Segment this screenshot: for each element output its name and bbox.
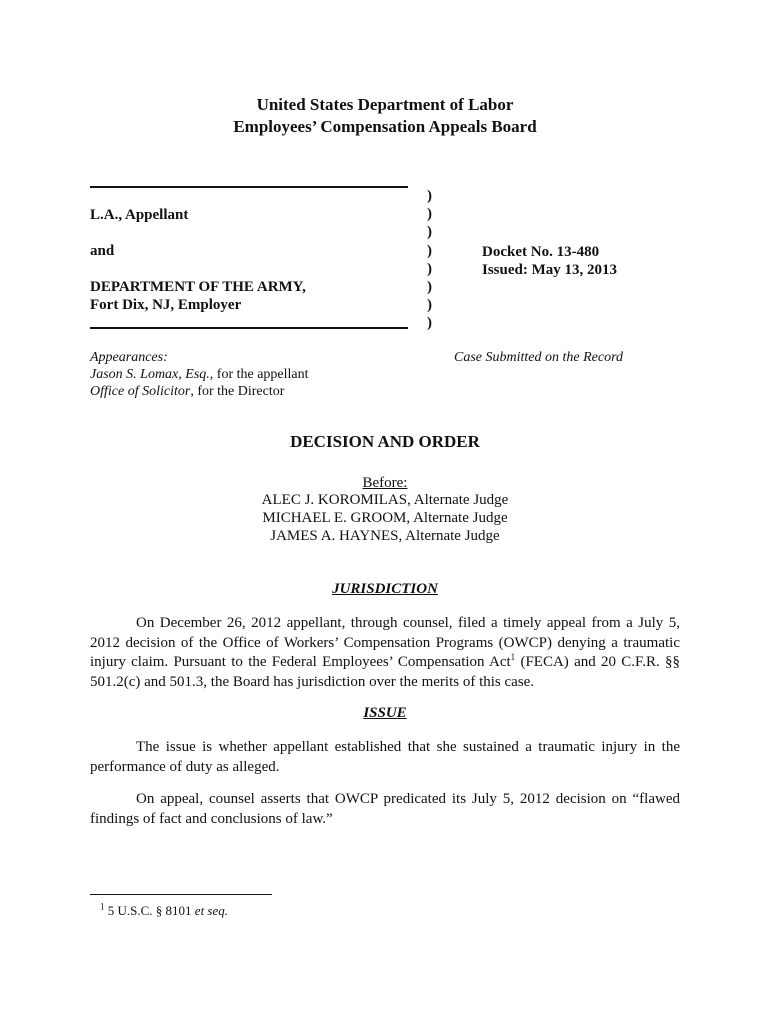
footnote-text: 5 U.S.C. § 8101 bbox=[107, 903, 192, 918]
appearances-label: Appearances: bbox=[90, 350, 168, 365]
before-label: Before: bbox=[362, 475, 408, 491]
appellant-name: L.A., Appellant bbox=[90, 207, 189, 223]
director-counsel-role: , for the Director bbox=[190, 384, 285, 399]
footnote-ref: 1 bbox=[510, 652, 516, 662]
issue-heading: ISSUE bbox=[363, 705, 407, 721]
case-submitted-note: Case Submitted on the Record bbox=[454, 350, 624, 365]
issue-paragraph-2 bbox=[90, 790, 680, 829]
footnote-number: 1 bbox=[100, 901, 105, 912]
judge-1: ALEC J. KOROMILAS, Alternate Judge bbox=[261, 492, 509, 508]
appearance-appellant bbox=[90, 366, 309, 383]
caption-bottom-rule bbox=[90, 327, 408, 329]
agency-title: United States Department of Labor bbox=[256, 95, 514, 114]
jurisdiction-text-2: (FECA) and 20 C.F.R. §§ 501.2(c) and 501.3, the Board has jurisdiction over the merits of this case. bbox=[90, 654, 680, 690]
appellant-counsel-role: , for the appellant bbox=[209, 367, 309, 382]
footnote-rule bbox=[90, 894, 272, 895]
paren: ) bbox=[427, 224, 432, 241]
employer-location: Fort Dix, NJ, Employer bbox=[90, 297, 242, 313]
jurisdiction-heading: JURISDICTION bbox=[332, 581, 438, 597]
paren: ) bbox=[427, 297, 432, 314]
paren: ) bbox=[427, 279, 432, 296]
decision-title: DECISION AND ORDER bbox=[290, 432, 480, 451]
director-counsel: Office of Solicitor bbox=[90, 384, 191, 399]
paren: ) bbox=[427, 188, 432, 204]
jurisdiction-paragraph bbox=[90, 614, 680, 692]
caption-top-rule bbox=[90, 186, 408, 188]
issue-text-2: On appeal, counsel asserts that OWCP predicated its July 5, 2012 decision on “flawed findings of fact and conclusions of law.” bbox=[90, 791, 680, 827]
jurisdiction-text-1: On December 26, 2012 appellant, through counsel, filed a timely appeal from a July 5, 2012 decision of the Office of Workers’ Compensation Programs (OWCP) denying a traumatic injury claim. Pursuant to the Federal Employees’ Compensation Act bbox=[90, 615, 680, 670]
caption-parens bbox=[427, 187, 432, 333]
board-title: Employees’ Compensation Appeals Board bbox=[233, 117, 537, 136]
jurisdiction-heading-row bbox=[0, 580, 770, 598]
caption-and: and bbox=[90, 243, 115, 259]
paren: ) bbox=[427, 206, 432, 223]
issue-heading-row bbox=[0, 704, 770, 722]
paren: ) bbox=[427, 315, 432, 332]
footnote-italic: et seq. bbox=[194, 903, 229, 918]
issue-text-1: The issue is whether appellant established that she sustained a traumatic injury in the performance of duty as alleged. bbox=[90, 739, 680, 775]
before-line bbox=[0, 474, 770, 492]
paren: ) bbox=[427, 260, 432, 277]
issued-date: Issued: May 13, 2013 bbox=[482, 262, 618, 278]
footnote bbox=[100, 903, 228, 919]
docket-number: Docket No. 13-480 bbox=[482, 244, 600, 260]
appearance-director bbox=[90, 383, 284, 400]
paren: ) bbox=[427, 242, 432, 259]
judge-2: MICHAEL E. GROOM, Alternate Judge bbox=[262, 510, 508, 526]
issue-paragraph-1 bbox=[90, 738, 680, 777]
employer-name: DEPARTMENT OF THE ARMY, bbox=[90, 279, 306, 295]
appellant-counsel: Jason S. Lomax, Esq. bbox=[90, 367, 210, 382]
judge-3: JAMES A. HAYNES, Alternate Judge bbox=[270, 528, 500, 544]
